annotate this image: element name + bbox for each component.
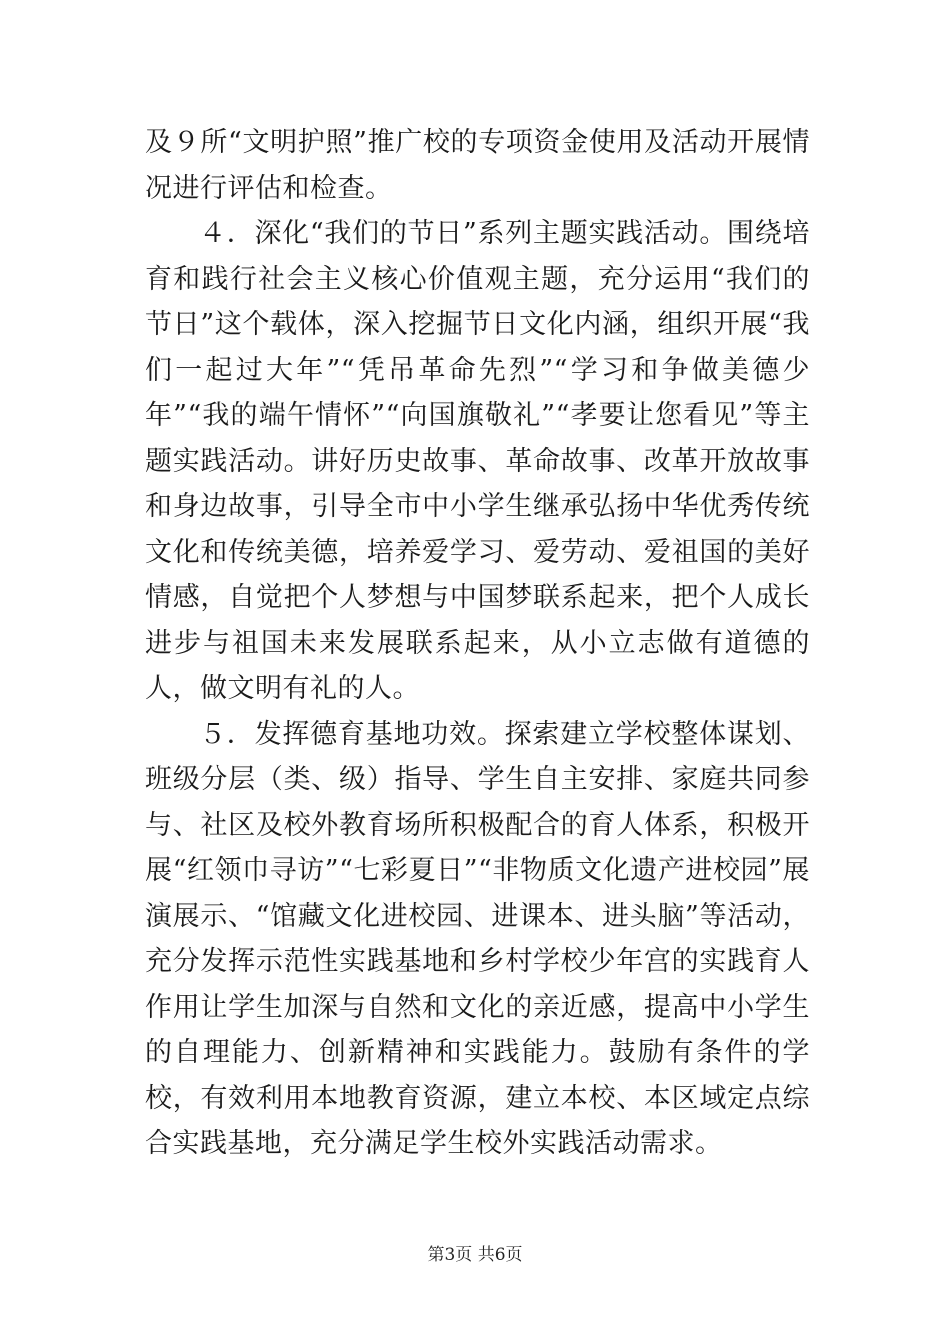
- paragraph-item-4: ４．深化“我们的节日”系列主题实践活动。围绕培育和践行社会主义核心价值观主题，充分运用“我们的节日”这个载体，深入挖掘节日文化内涵，组织开展“我们一起过大年”“凭吊革命先烈”“学习和争做美德少年”“我的端午情怀”“向国旗敬礼”“孝要让您看见”等主题实践活动。讲好历史故事、革命故事、改革开放故事和身边故事，引导全市中小学生继承弘扬中华优秀传统文化和传统美德，培养爱学习、爱劳动、爱祖国的美好情感，自觉把个人梦想与中国梦联系起来，把个人成长进步与祖国未来发展联系起来，从小立志做有道德的人，做文明有礼的人。: [145, 218, 810, 704]
- page-number-footer: 第3页 共6页: [427, 1245, 523, 1265]
- document-body: [145, 120, 810, 1167]
- paragraph-continuation: 及９所“文明护照”推广校的专项资金使用及活动开展情况进行评估和检查。: [145, 127, 810, 204]
- paragraph-item-5: ５．发挥德育基地功效。探索建立学校整体谋划、班级分层（类、级）指导、学生自主安排、家庭共同参与、社区及校外教育场所积极配合的育人体系，积极开展“红领巾寻访”“七彩夏日”“非物质文化遗产进校园”展演展示、“馆藏文化进校园、进课本、进头脑”等活动，充分发挥示范性实践基地和乡村学校少年宫的实践育人作用让学生加深与自然和文化的亲近感，提高中小学生的自理能力、创新精神和实践能力。鼓励有条件的学校，有效利用本地教育资源，建立本校、本区域定点综合实践基地，充分满足学生校外实践活动需求。: [145, 718, 810, 1159]
